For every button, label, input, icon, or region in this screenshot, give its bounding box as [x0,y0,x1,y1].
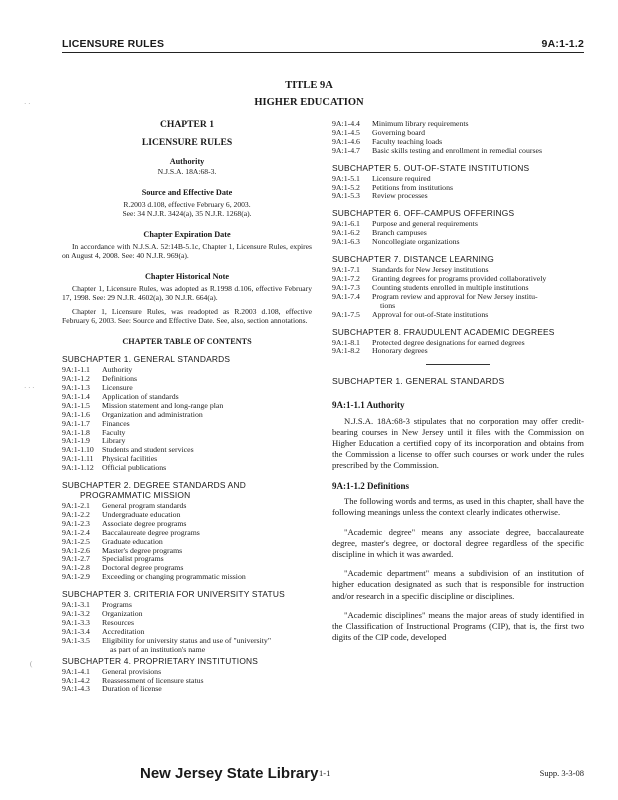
toc-entry-title: Approval for out-of-State institutions [372,309,489,319]
toc-entry-number: 9A:1-1.6 [62,409,90,419]
toc-entry [62,366,312,375]
expiration-heading: Chapter Expiration Date [143,230,231,240]
toc-entry-title: Application of standards [102,391,179,401]
toc-entry-title: Review processes [372,191,428,201]
toc-entry-number: 9A:1-2.8 [62,563,90,573]
toc-entry-title: Program review and approval for New Jersey institu- [372,291,538,301]
toc-entry-title: Faculty teaching loads [372,136,443,146]
toc-entry [62,601,312,610]
toc-entry-number: 9A:1-5.2 [332,182,360,192]
toc-subchapter-title: SUBCHAPTER 2. DEGREE STANDARDS AND [62,480,246,491]
toc-entry-number: 9A:1-2.2 [62,509,90,519]
toc-entry [332,129,584,138]
toc-entry-number: 9A:1-8.2 [332,346,360,356]
toc-entry-title: Doctoral degree programs [102,563,184,573]
toc-entry [62,555,312,564]
chapter-name: LICENSURE RULES [141,136,233,148]
toc-list [62,668,312,695]
toc-entry-number: 9A:1-6.2 [332,228,360,238]
toc-entry [62,502,312,511]
toc-entry-number: 9A:1-7.2 [332,273,360,283]
footer-page-number: 1-1 [319,768,331,778]
toc-entry-title: Accreditation [102,626,145,636]
toc-entry-number: 9A:1-4.5 [332,127,360,137]
toc-entry [332,347,584,356]
toc-entry [62,685,312,694]
toc-entry-title: Branch campuses [372,228,427,238]
toc-entry-title: Licensure required [372,173,431,183]
toc-entry-number: 9A:1-4.3 [62,684,90,694]
history-paragraph: Chapter 1, Licensure Rules, was readopted as R.2003 d.108, effective February 6, 2003. See: Source and Effective Date. See, also, section annotations. [62,306,312,325]
toc-list [332,266,584,293]
history-paragraph: Chapter 1, Licensure Rules, was adopted as R.1998 d.106, effective February 17, 1998. See: 29 N.J.R. 4602(a), 30 N.J.R. 664(a). [62,283,312,302]
toc-subchapter-title: SUBCHAPTER 3. CRITERIA FOR UNIVERSITY STATUS [62,589,285,600]
toc-entry-title: Organization [102,609,143,619]
source-line: R.2003 d.108, effective February 6, 2003. [123,200,251,210]
toc-list [332,175,584,202]
toc-entry-title: Basic skills testing and enrollment in remedial courses [372,145,542,155]
toc-entry [62,446,312,455]
toc-entry [62,455,312,464]
toc-entry-number: 9A:1-3.3 [62,618,90,627]
toc-list [62,366,312,473]
toc-entry-title: General program standards [102,501,187,511]
left-column [62,120,312,694]
toc-entry [62,619,312,628]
toc-entry-number: 9A:1-2.9 [62,572,90,582]
toc-entry-title: Honorary degrees [372,346,428,356]
toc-entry [332,175,584,184]
expiration-text: In accordance with N.J.S.A. 52:14B-5.1c, Chapter 1, Licensure Rules, expires on August 4, 2008. See: 40 N.J.R. 969(a). [62,241,312,260]
toc-list [62,601,312,637]
toc-entry-number: 9A:1-4.7 [332,145,360,155]
toc-heading: CHAPTER TABLE OF CONTENTS [122,336,252,346]
toc-entry-number: 9A:1-1.5 [62,400,90,410]
toc-entry [332,311,584,320]
toc-entry [332,339,584,348]
toc-entry-number: 9A:1-3.2 [62,609,90,619]
section-divider [426,364,490,365]
toc-entry-number: 9A:1-1.1 [62,365,90,375]
toc-entry-title: Programs [102,600,132,610]
toc-list [332,120,584,156]
running-header-left: LICENSURE RULES [62,38,165,50]
title-name: HIGHER EDUCATION [254,97,364,108]
title-label: TITLE 9A [285,80,333,91]
toc-entry-cont [62,646,312,655]
toc-entry-title: Minimum library requirements [372,119,469,128]
toc-subchapter-title: SUBCHAPTER 6. OFF-CAMPUS OFFERINGS [332,208,515,219]
section-heading: 9A:1-1.1 Authority [332,399,405,410]
toc-entry-title: Reassessment of licensure status [102,675,204,685]
toc-entry-number: 9A:1-4.6 [332,136,360,146]
toc-entry-title: Official publications [102,463,167,473]
toc-entry-title: Exceeding or changing programmatic mission [102,572,246,582]
toc-entry-number: 9A:1-3.1 [62,600,90,610]
toc-entry-number: 9A:1-7.3 [332,282,360,292]
toc-entry-number: 9A:1-3.5 [62,635,90,645]
toc-entry-number: 9A:1-1.9 [62,436,90,446]
toc-entry-title: General provisions [102,666,162,676]
toc-entry [332,120,584,129]
toc-entry-title: Petitions from institutions [372,182,454,192]
toc-entry [62,610,312,619]
toc-entry [62,538,312,547]
toc-entry-number: 9A:1-1.2 [62,374,90,384]
toc-entry-number: 9A:1-4.2 [62,675,90,685]
toc-entry-title: Purpose and general requirements [372,219,478,229]
toc-entry-number: 9A:1-4.4 [332,119,360,128]
source-line: See: 34 N.J.R. 3424(a), 35 N.J.R. 1268(a). [122,209,252,219]
toc-entry-title: Governing board [372,127,426,137]
toc-entry-title: Protected degree designations for earned degrees [372,337,525,347]
toc-entry-number: 9A:1-2.3 [62,518,90,528]
toc-entry-title: Authority [102,365,133,375]
toc-entry-number: 9A:1-1.3 [62,382,90,392]
toc-subchapter-title: SUBCHAPTER 7. DISTANCE LEARNING [332,254,494,265]
toc-entry-number: 9A:1-7.5 [332,309,360,319]
toc-subchapter-title-cont: PROGRAMMATIC MISSION [80,490,191,501]
toc-entry-number: 9A:1-2.7 [62,554,90,564]
toc-entry [332,293,584,302]
scan-mark: ( [30,660,33,668]
toc-entry-number: 9A:1-6.1 [332,219,360,229]
toc-list [62,502,312,582]
toc-entry-title: Definitions [102,374,138,384]
toc-entry-title: Noncollegiate organizations [372,237,460,247]
toc-subchapter-title: SUBCHAPTER 5. OUT-OF-STATE INSTITUTIONS [332,162,530,173]
toc-entry-number: 9A:1-5.1 [332,173,360,183]
toc-entry-title: Graduate education [102,536,163,546]
toc-entry-title: Finances [102,418,130,428]
toc-subchapter-title: SUBCHAPTER 8. FRAUDULENT ACADEMIC DEGREES [332,326,555,337]
toc-entry [62,384,312,393]
toc-entry-title: Mission statement and long-range plan [102,400,224,410]
toc-entry-number: 9A:1-2.6 [62,545,90,555]
toc-entry-title: Counting students enrolled in multiple institutions [372,282,529,292]
toc-entry-number: 9A:1-8.1 [332,337,360,347]
header-rule [62,52,584,53]
toc-entry-number: 9A:1-2.5 [62,536,90,546]
toc-entry-number: 9A:1-1.10 [62,445,94,455]
toc-entry-number: 9A:1-1.12 [62,463,94,473]
toc-entry-number: 9A:1-1.7 [62,418,90,428]
toc-entry-title: as part of an institution's name [110,644,206,654]
toc-entry-title: Baccalaureate degree programs [102,527,200,537]
toc-entry [62,511,312,520]
toc-entry-title: Library [102,436,126,446]
history-heading: Chapter Historical Note [145,271,229,281]
toc-entry-number: 9A:1-1.11 [62,454,94,464]
toc-subchapter-title: SUBCHAPTER 1. GENERAL STANDARDS [62,354,231,365]
section-text: "Academic disciplines" means the major areas of study identified in the Classification of Instructional Programs (CIP), that is, the first two digits of the CIP code, developed [332,609,584,643]
toc-entry [62,464,312,473]
toc-entry [332,147,584,156]
toc-subchapter-title: SUBCHAPTER 4. PROPRIETARY INSTITUTIONS [62,655,259,666]
toc-list [332,220,584,247]
section-text: N.J.S.A. 18A:68-3 stipulates that no corporation may offer credit-bearing courses in New Jersey until it files with the Commission on Higher Education a certified copy of its incorporation and obtains from the Commission a license to offer such courses or work under the rules prescribed by the Commission. [332,415,584,471]
toc-entry-number: 9A:1-3.4 [62,626,90,636]
toc-entry [62,375,312,384]
toc-entry-title: Standards for New Jersey institutions [372,265,489,275]
toc-entry [62,677,312,686]
toc-entry-title: Licensure [102,382,133,392]
toc-entry [62,547,312,556]
right-column [332,120,584,651]
scan-mark: · · [24,100,31,108]
toc-entry-title: Eligibility for university status and use of "university" [102,635,271,645]
toc-entry [62,529,312,538]
footer-library: New Jersey State Library [140,765,319,782]
chapter-number: CHAPTER 1 [159,119,215,130]
toc-entry-title: Associate degree programs [102,518,187,528]
toc-entry-title: Granting degrees for programs provided collaboratively [372,273,547,283]
toc-entry-number: 9A:1-2.4 [62,527,90,537]
toc-entry-title: Faculty [102,427,126,437]
toc-entry-number: 9A:1-2.1 [62,501,90,511]
toc-entry-title: Physical facilities [102,454,158,464]
section-text: "Academic department" means a subdivision of an institution of higher education designated as such that is responsible for instruction and/or research in a specific discipline or disciplines. [332,568,584,601]
toc-entry-number: 9A:1-5.3 [332,191,360,201]
toc-entry-number: 9A:1-4.1 [62,666,90,676]
toc-entry-number: 9A:1-1.4 [62,391,90,401]
footer-supplement: Supp. 3-3-08 [539,768,584,778]
authority-text: N.J.S.A. 18A:68-3. [157,166,217,176]
toc-entry [332,192,584,201]
toc-entry-number: 9A:1-6.3 [332,237,360,247]
toc-entry-number: 9A:1-7.1 [332,265,360,275]
section-heading: 9A:1-1.2 Definitions [332,480,409,491]
toc-entry [332,238,584,247]
toc-entry [62,573,312,582]
toc-entry-title: tions [380,300,396,310]
toc-entry [62,429,312,438]
authority-heading: Authority [169,157,205,167]
toc-entry-number: 9A:1-1.8 [62,427,90,437]
toc-entry-number: 9A:1-7.4 [332,291,360,301]
toc-entry-title: Undergraduate education [102,509,181,519]
toc-entry [62,411,312,420]
toc-entry-title: Resources [102,618,135,627]
toc-entry-title: Duration of license [102,684,162,694]
toc-entry [62,420,312,429]
body-subchapter-title: SUBCHAPTER 1. GENERAL STANDARDS [332,376,505,387]
toc-entry [332,220,584,229]
section-text: The following words and terms, as used in this chapter, shall have the following meanings unless the context clearly indicates otherwise. [332,496,584,518]
running-header-right: 9A:1-1.2 [541,38,584,50]
section-text: "Academic degree" means any associate degree, baccalaureate degree, master's degree, or doctoral degree regardless of the specific discipline in which it was awarded. [332,526,584,559]
toc-list [332,339,584,357]
scan-mark: · · · [24,384,35,392]
source-heading: Source and Effective Date [141,187,233,197]
toc-entry-title: Specialist programs [102,554,164,564]
toc-entry-title: Master's degree programs [102,545,183,555]
toc-entry-title: Organization and administration [102,409,203,419]
toc-entry-title: Students and student services [102,445,194,455]
toc-entry [332,184,584,193]
